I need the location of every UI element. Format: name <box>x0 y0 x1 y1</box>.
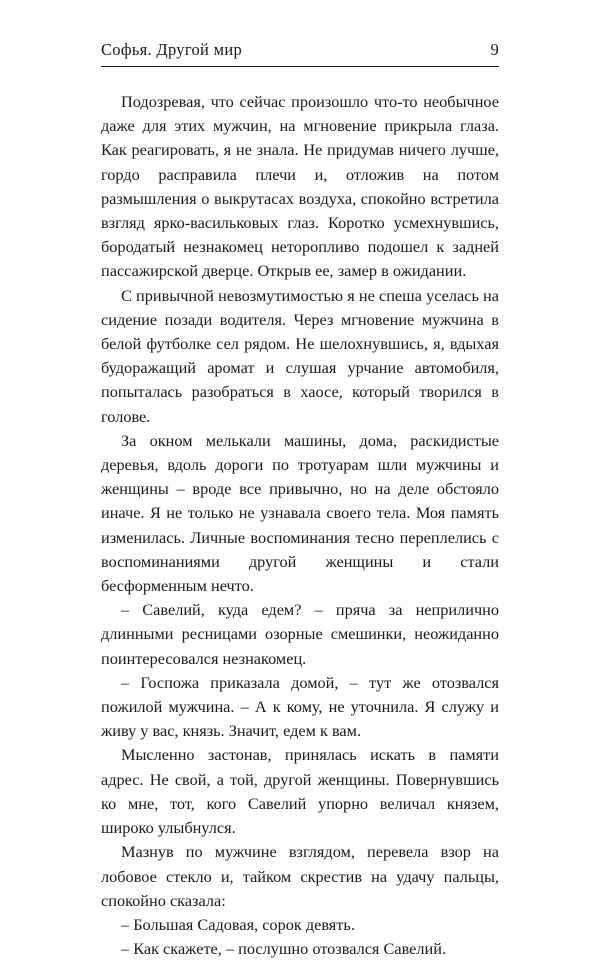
paragraph: – Большая Садовая, сорок девять. <box>121 914 355 934</box>
body-text <box>101 90 499 961</box>
paragraph: Мысленно застонав, принялась искать в памяти адрес. Не свой, а той, другой женщины. Повернувшись ко мне, тот, кого Савелий упорно величал князем, широко улыбнулся. <box>101 745 499 838</box>
paragraph: – Госпожа приказала домой, – тут же отозвался пожилой мужчина. – А к кому, не уточнила. Я служу и живу у вас, князь. Значит, едем к вам. <box>101 672 499 741</box>
page-number: 9 <box>490 40 499 59</box>
paragraph: Подозревая, что сейчас произошло что-то необычное даже для этих мужчин, на мгновение прикрыла глаза. Как реагировать, я не знала. Не придумав ничего лучше, гордо расправила плечи и, отложив на потом размышления о выкрутасах воздуха, спокойно встретила взгляд ярко-васильковых глаз. Коротко усмехнувшись, бородатый незнакомец неторопливо подошел к задней пассажирской дверце. Открыв ее, замер в ожидании. <box>101 92 499 281</box>
running-title: Софья. Другой мир <box>101 40 243 59</box>
header-rule <box>101 66 499 67</box>
paragraph: – Как скажете, – послушно отозвался Савелий. <box>121 939 447 959</box>
page-header <box>101 40 499 60</box>
paragraph: – Савелий, куда едем? – пряча за неприлично длинными ресницами озорные смешинки, неожиданно поинтересовался незнакомец. <box>101 600 499 668</box>
paragraph: За окном мелькали машины, дома, раскидистые деревья, вдоль дороги по тротуарам шли мужчины и женщины – вроде все привычно, но на деле обстояло иначе. Я не только не узнавала своего тела. Моя память изменилась. Личные воспоминания тесно переплелись с воспоминаниями другой женщины и стали бесформенным нечто. <box>101 430 499 596</box>
paragraph: Мазнув по мужчине взглядом, перевела взор на лобовое стекло и, тайком скрестив на удачу пальцы, спокойно сказала: <box>101 842 499 910</box>
paragraph: С привычной невозмутимостью я не спеша уселась на сидение позади водителя. Через мгновение мужчина в белой футболке сел рядом. Не шелохнувшись, я, вдыхая будоражащий аромат и слушая урчание автомобиля, попыталась разобраться в хаосе, который творился в голове. <box>101 285 499 426</box>
